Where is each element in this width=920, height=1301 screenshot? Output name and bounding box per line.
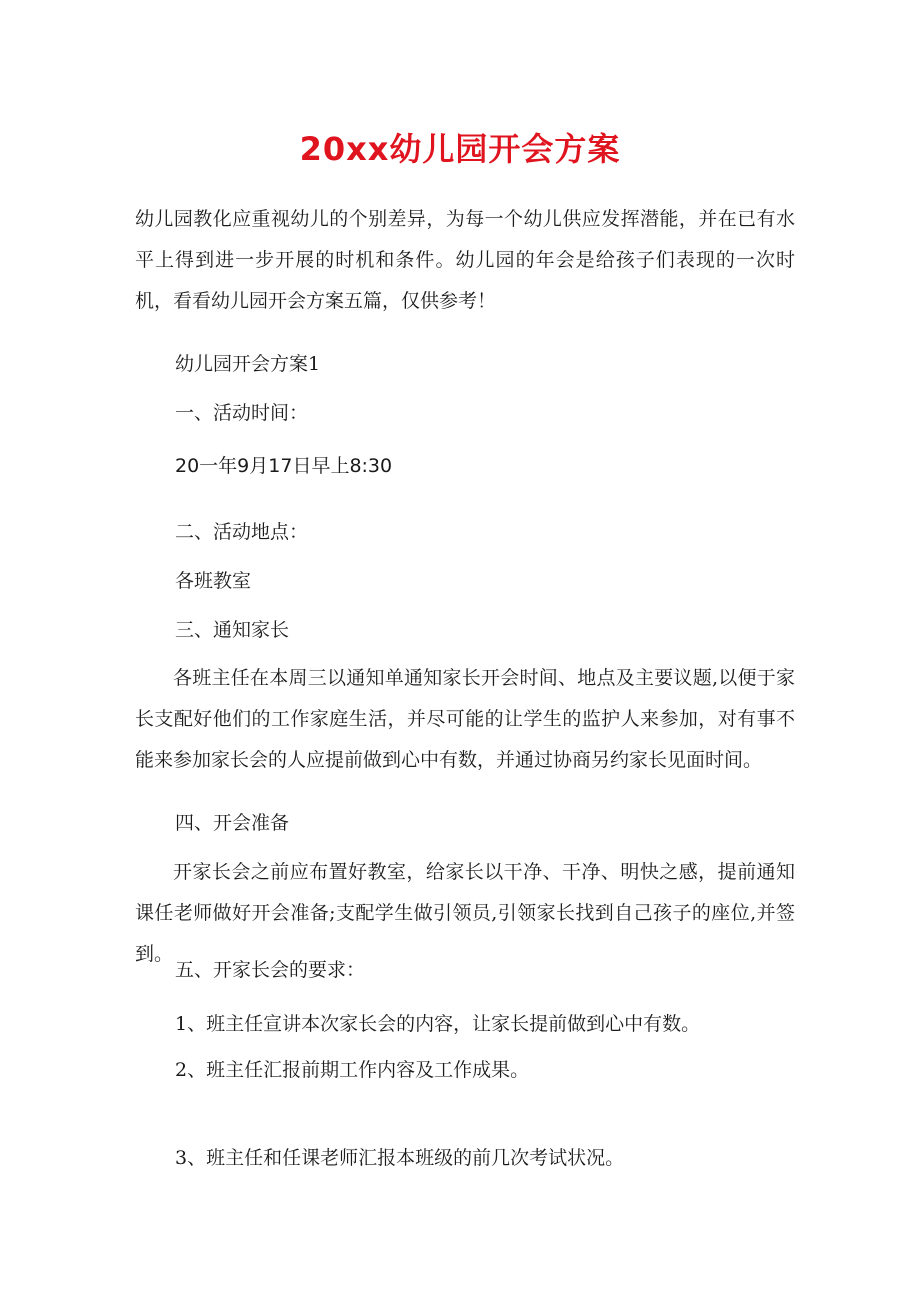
section5-heading: 五、开家长会的要求： [175,959,366,981]
section3-content: 各班主任在本周三以通知单通知家长开会时间、地点及主要议题,以便于家长支配好他们的工作家庭生活，并尽可能的让学生的监护人来参加，对有事不能来参加家长会的人应提前做到心中有数，并通过协商另约家长见面时间。 [135,667,795,771]
requirement-item-2: 2、班主任汇报前期工作内容及工作成果。 [175,1059,530,1081]
section4-content: 开家长会之前应布置好教室，给家长以干净、干净、明快之感，提前通知课任老师做好开会准备;支配学生做引领员,引领家长找到自己孩子的座位,并签到。 [135,861,795,965]
section2-content: 各班教室 [175,570,252,592]
section2-heading: 二、活动地点： [175,521,309,543]
section1-content: 20一年9月17日早上8:30 [175,455,393,477]
intro-paragraph: 幼儿园教化应重视幼儿的个别差异，为每一个幼儿供应发挥潜能，并在已有水平上得到进一步开展的时机和条件。幼儿园的年会是给孩子们表现的一次时机，看看幼儿园开会方案五篇，仅供参考！ [135,208,795,312]
plan-heading: 幼儿园开会方案1 [175,353,321,375]
requirement-item-1: 1、班主任宣讲本次家长会的内容，让家长提前做到心中有数。 [175,1013,701,1035]
section4-heading: 四、开会准备 [175,812,290,834]
document-title: 20xx幼儿园开会方案 [299,130,621,168]
requirement-item-3: 3、班主任和任课老师汇报本班级的前几次考试状况。 [175,1147,625,1169]
section1-heading: 一、活动时间： [175,402,309,424]
section3-heading: 三、通知家长 [175,619,290,641]
